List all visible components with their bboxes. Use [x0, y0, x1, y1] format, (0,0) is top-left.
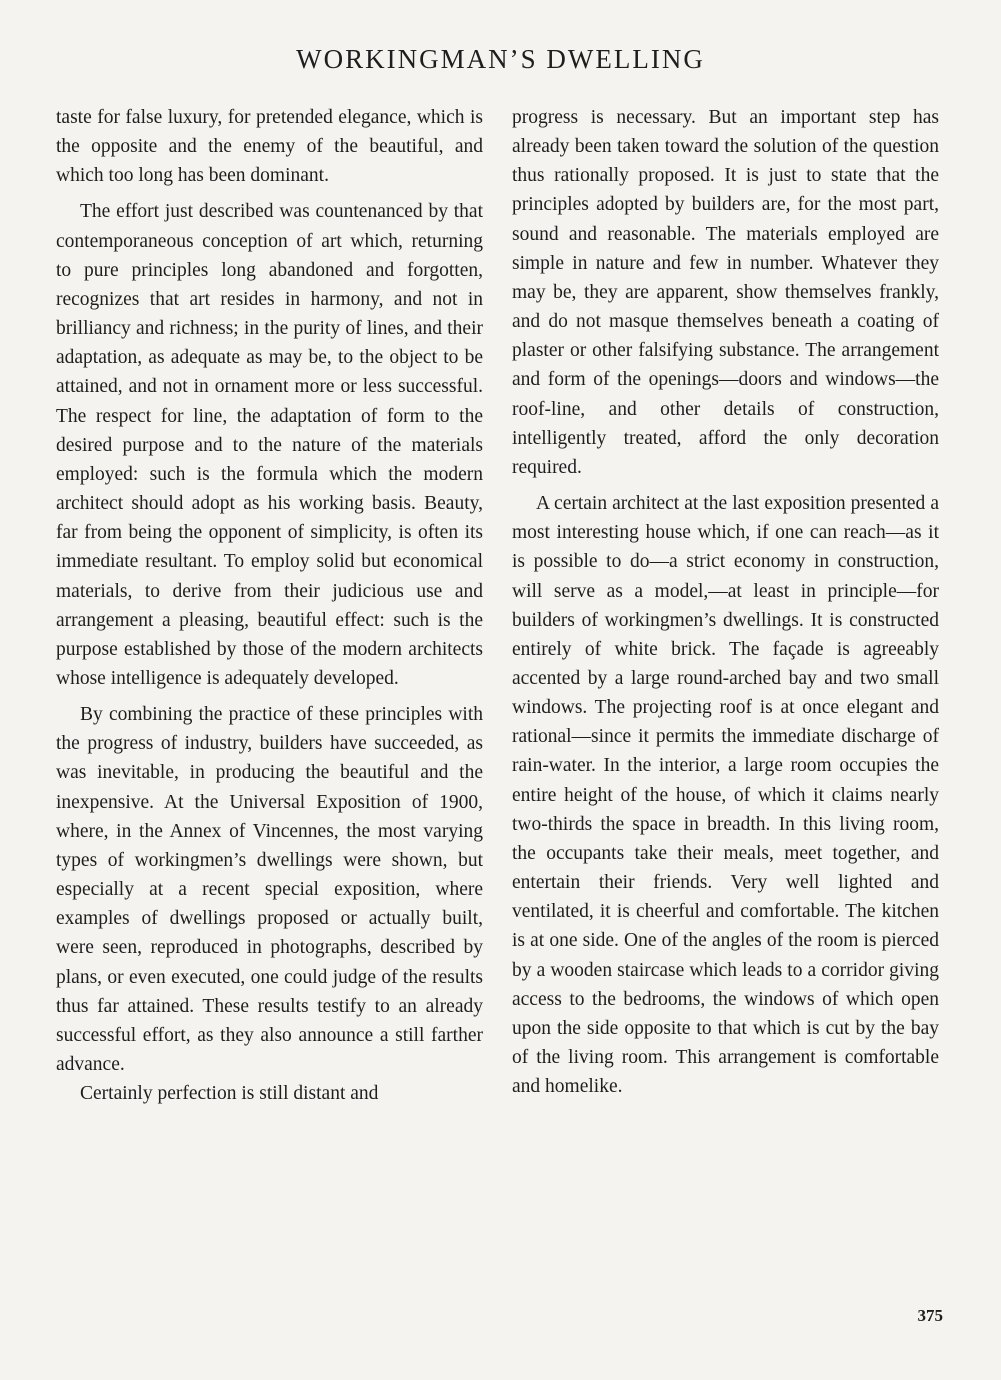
paragraph: progress is necessary. But an important step has already been taken toward the solution of the question thus rationally proposed. It is just to state that the principles adopted by builders are, for the most part, sound and reasonable. The materials employed are simple in nature and few in number. Whatever they may be, they are apparent, show themselves frankly, and do not masque themselves beneath a coating of plaster or other falsifying substance. The arrangement and form of the openings—doors and windows—the roof-line, and other details of construction, intelligently treated, afford the only decoration required. [512, 107, 939, 478]
paragraph: Certainly perfection is still distant and [80, 1083, 379, 1105]
paragraph: By combining the practice of these principles with the progress of industry, builders have succeeded, as was inevitable, in producing the beautiful and the inexpensive. At the Universal Exposition of 1900, where, in the Annex of Vincennes, the most varying types of workingmen’s dwellings were shown, but especially at a recent special exposition, where examples of dwellings proposed or actually built, were seen, reproduced in photographs, described by plans, or even executed, one could judge of the results thus far attained. These results testify to an already successful effort, as they also announce a still farther advance. [56, 704, 483, 1075]
page-number: 375 [917, 1306, 943, 1325]
right-column [512, 103, 939, 1101]
paragraph: A certain architect at the last exposition presented a most interesting house which, if one can reach—as it is possible to do—a strict economy in construction, will serve as a model,—at least in principle—for builders of workingmen’s dwellings. It is constructed entirely of white brick. The façade is agreeably accented by a large round-arched bay and two small windows. The projecting roof is at once elegant and rational—since it permits the immediate discharge of rain-water. In the interior, a large room occupies the entire height of the house, of which it claims nearly two-thirds the space in breadth. In this living room, the occupants take their meals, meet together, and entertain their friends. Very well lighted and ventilated, it is cheerful and comfortable. The kitchen is at one side. One of the angles of the room is pierced by a wooden staircase which leads to a corridor giving access to the bedrooms, the windows of which open upon the side opposite to that which is cut by the bay of the living room. This arrangement is comfortable and homelike. [512, 493, 939, 1098]
running-header: WORKINGMAN’S DWELLING [296, 44, 705, 74]
left-column [56, 103, 483, 1108]
paragraph: The effort just described was countenanced by that contemporaneous conception of art which, returning to pure principles long abandoned and forgotten, recognizes that art resides in harmony, and not in brilliancy and richness; in the purity of lines, and their adaptation, as adequate as may be, to the object to be attained, and not in ornament more or less successful. The respect for line, the adaptation of form to the desired purpose and to the nature of the materials employed: such is the formula which the modern architect should adopt as his working basis. Beauty, far from being the opponent of simplicity, is often its immediate resultant. To employ solid but economical materials, to derive from their judicious use and arrangement a pleasing, beautiful effect: such is the purpose established by those of the modern architects whose intelligence is adequately developed. [56, 201, 483, 689]
paragraph: taste for false luxury, for pretended elegance, which is the opposite and the enemy of the beautiful, and which too long has been dominant. [56, 107, 483, 187]
